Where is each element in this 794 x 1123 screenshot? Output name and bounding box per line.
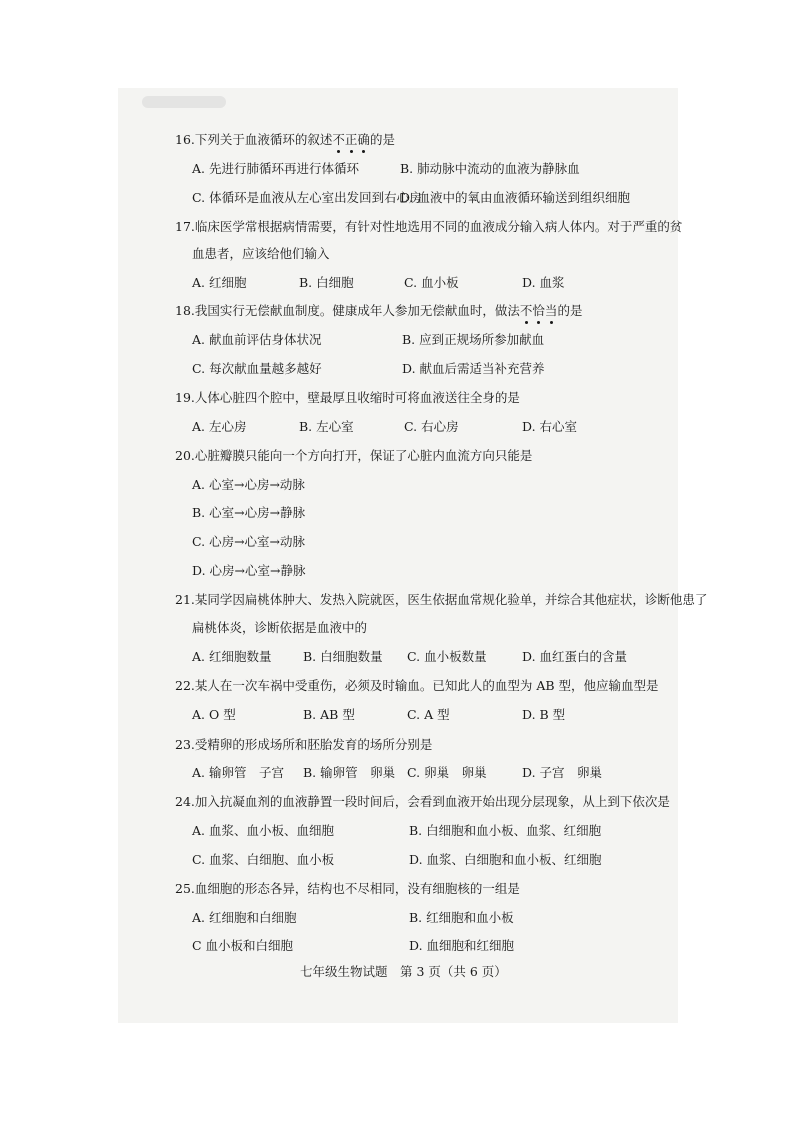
- question-19-option-d: D. 右心室: [522, 419, 578, 434]
- question-23-option-a: A. 输卵管 子宫: [192, 765, 284, 780]
- question-24-option-c: C. 血浆、白细胞、血小板: [192, 852, 335, 867]
- question-17-option-b: B. 白细胞: [299, 275, 354, 290]
- question-24-stem: 24.加入抗凝血剂的血液静置一段时间后，会看到血液开始出现分层现象，从上到下依次是: [175, 794, 670, 809]
- question-24-option-d: D. 血浆、白细胞和血小板、红细胞: [409, 852, 602, 867]
- question-22-option-b: B. AB 型: [303, 707, 355, 722]
- question-23-option-c: C. 卵巢 卵巢: [407, 765, 487, 780]
- question-22-option-a: A. O 型: [192, 707, 236, 722]
- question-20-stem: 20.心脏瓣膜只能向一个方向打开，保证了心脏内血流方向只能是: [175, 448, 533, 463]
- question-21-option-a: A. 红细胞数量: [192, 649, 272, 664]
- question-16-stem: 16.下列关于血液循环的叙述不正确的是: [175, 132, 395, 147]
- question-21-stem-continued: 扁桃体炎，诊断依据是血液中的: [192, 620, 368, 635]
- question-22-stem: 22.某人在一次车祸中受重伤，必须及时输血。已知此人的血型为 AB 型，他应输血型是: [175, 678, 659, 693]
- question-19-stem: 19.人体心脏四个腔中，壁最厚且收缩时可将血液送往全身的是: [175, 390, 520, 405]
- question-23-option-b: B. 输卵管 卵巢: [303, 765, 396, 780]
- question-22-option-d: D. B 型: [522, 707, 566, 722]
- question-23-stem: 23.受精卵的形成场所和胚胎发育的场所分别是: [175, 737, 433, 752]
- question-21-option-d: D. 血红蛋白的含量: [522, 649, 628, 664]
- question-20-option-d: D. 心房→心室→静脉: [192, 563, 306, 578]
- question-22-option-c: C. A 型: [407, 707, 450, 722]
- question-17-option-d: D. 血浆: [522, 275, 565, 290]
- question-18-option-d: D. 献血后需适当补充营养: [402, 361, 545, 376]
- question-21-option-b: B. 白细胞数量: [303, 649, 383, 664]
- question-19-option-b: B. 左心室: [299, 419, 354, 434]
- question-24-option-a: A. 血浆、血小板、血细胞: [192, 823, 334, 838]
- question-25-option-d: D. 血细胞和红细胞: [409, 938, 515, 953]
- question-18-option-a: A. 献血前评估身体状况: [192, 332, 322, 347]
- question-18-option-b: B. 应到正规场所参加献血: [402, 332, 545, 347]
- question-19-option-a: A. 左心房: [192, 419, 247, 434]
- question-24-option-b: B. 白细胞和血小板、血浆、红细胞: [409, 823, 602, 838]
- question-21-stem: 21.某同学因扁桃体肿大、发热入院就医，医生依据血常规化验单，并综合其他症状，诊断他患了: [175, 592, 708, 607]
- question-23-option-d: D. 子宫 卵巢: [522, 765, 603, 780]
- question-21-option-c: C. 血小板数量: [407, 649, 487, 664]
- question-20-option-a: A. 心室→心房→动脉: [192, 477, 305, 492]
- question-16-option-a: A. 先进行肺循环再进行体循环: [192, 161, 359, 176]
- question-17-option-a: A. 红细胞: [192, 275, 247, 290]
- question-25-option-a: A. 红细胞和白细胞: [192, 910, 297, 925]
- question-16-option-c: C. 体循环是血液从左心室出发回到右心房: [192, 190, 422, 205]
- question-25-option-c: C 血小板和白细胞: [192, 938, 294, 953]
- page-footer: 七年级生物试题 第 3 页（共 6 页）: [300, 964, 507, 979]
- question-20-option-c: C. 心房→心室→动脉: [192, 534, 306, 549]
- question-17-stem: 17.临床医学常根据病情需要，有针对性地选用不同的血液成分输入病人体内。对于严重的贫: [175, 219, 683, 234]
- question-20-option-b: B. 心室→心房→静脉: [192, 505, 306, 520]
- question-19-option-c: C. 右心房: [404, 419, 459, 434]
- question-17-stem-continued: 血患者，应该给他们输入: [192, 246, 330, 261]
- question-16-option-d: D. 血液中的氧由血液循环输送到组织细胞: [400, 190, 631, 205]
- question-17-option-c: C. 血小板: [404, 275, 459, 290]
- question-18-stem: 18.我国实行无偿献血制度。健康成年人参加无偿献血时，做法不恰当的是: [175, 303, 583, 318]
- question-16-option-b: B. 肺动脉中流动的血液为静脉血: [400, 161, 580, 176]
- question-25-stem: 25.血细胞的形态各异，结构也不尽相同，没有细胞核的一组是: [175, 881, 520, 896]
- question-25-option-b: B. 红细胞和血小板: [409, 910, 514, 925]
- question-18-option-c: C. 每次献血量越多越好: [192, 361, 322, 376]
